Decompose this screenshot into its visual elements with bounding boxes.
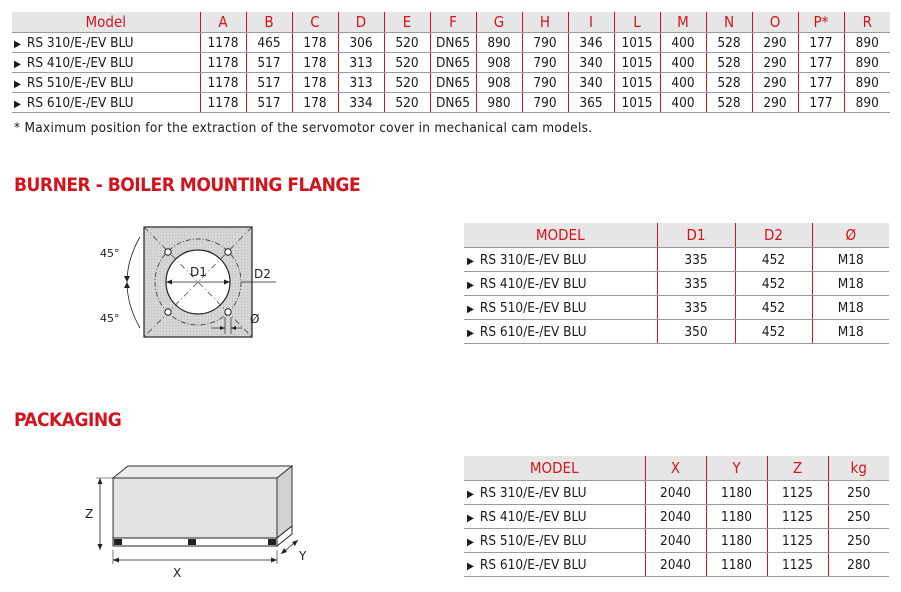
table-row	[12, 73, 890, 93]
bolt-diameter-label: Ø	[250, 312, 260, 326]
value-cell: 517	[246, 53, 292, 73]
row-marker-icon: ▶	[467, 327, 474, 339]
value-cell: 340	[568, 53, 614, 73]
value-cell: 250	[828, 529, 889, 553]
table-row	[12, 93, 890, 113]
value-cell: 334	[338, 93, 384, 113]
model-name: RS 510/E-/EV BLU	[479, 532, 587, 549]
header-r: R	[844, 12, 890, 33]
value-cell: 290	[752, 73, 798, 93]
d2-label: D2	[254, 267, 271, 281]
value-cell: 528	[706, 93, 752, 113]
angle-bottom-label: 45°	[100, 312, 120, 325]
value-cell: 335	[657, 272, 735, 296]
header-g: G	[476, 12, 522, 33]
value-cell: M18	[812, 320, 889, 344]
value-cell: 890	[844, 33, 890, 53]
table-row	[464, 481, 889, 505]
value-cell: DN65	[430, 53, 476, 73]
value-cell: 890	[844, 93, 890, 113]
model-cell	[12, 73, 200, 93]
value-cell: 177	[798, 33, 844, 53]
value-cell: 400	[660, 73, 706, 93]
model-cell	[12, 53, 200, 73]
value-cell: 520	[384, 53, 430, 73]
value-cell: 250	[828, 505, 889, 529]
dimensions-table	[12, 12, 890, 113]
model-cell	[464, 320, 657, 344]
header-p: P*	[798, 12, 844, 33]
header-c: C	[292, 12, 338, 33]
model-name: RS 410/E-/EV BLU	[26, 54, 134, 71]
packaging-header-row	[464, 456, 889, 481]
value-cell: 400	[660, 93, 706, 113]
header-i: I	[568, 12, 614, 33]
value-cell: 1015	[614, 53, 660, 73]
value-cell: 250	[828, 481, 889, 505]
model-cell	[464, 481, 645, 505]
value-cell: 1178	[200, 73, 246, 93]
table-row	[464, 320, 889, 344]
value-cell: 177	[798, 73, 844, 93]
value-cell: 1125	[767, 553, 828, 577]
table-row	[12, 53, 890, 73]
row-marker-icon: ▶	[14, 98, 21, 110]
value-cell: 452	[735, 248, 812, 272]
value-cell: 1125	[767, 481, 828, 505]
table-row	[464, 553, 889, 577]
row-marker-icon: ▶	[467, 279, 474, 291]
value-cell: 365	[568, 93, 614, 113]
packaging-table	[464, 456, 889, 577]
model-name: RS 510/E-/EV BLU	[26, 74, 134, 91]
value-cell: DN65	[430, 73, 476, 93]
flange-header-bolt: Ø	[812, 223, 889, 248]
header-f: F	[430, 12, 476, 33]
value-cell: 1178	[200, 33, 246, 53]
value-cell: 2040	[645, 553, 706, 577]
value-cell: 528	[706, 73, 752, 93]
header-d: D	[338, 12, 384, 33]
bolt-hole-br	[225, 309, 231, 315]
model-name: RS 410/E-/EV BLU	[479, 275, 587, 292]
value-cell: 335	[657, 248, 735, 272]
value-cell: 528	[706, 53, 752, 73]
model-name: RS 310/E-/EV BLU	[26, 34, 134, 51]
y-label: Y	[299, 549, 307, 563]
row-marker-icon: ▶	[14, 58, 21, 70]
value-cell: 313	[338, 73, 384, 93]
header-b: B	[246, 12, 292, 33]
header-m: M	[660, 12, 706, 33]
angle-top-label: 45°	[100, 247, 120, 260]
value-cell: 790	[522, 93, 568, 113]
model-name: RS 410/E-/EV BLU	[479, 508, 587, 525]
value-cell: 313	[338, 53, 384, 73]
packaging-body	[464, 481, 889, 577]
table-row	[464, 529, 889, 553]
value-cell: 908	[476, 53, 522, 73]
z-label: Z	[85, 507, 94, 521]
value-cell: 400	[660, 33, 706, 53]
bolt-hole-tr	[225, 249, 231, 255]
value-cell: 1180	[706, 553, 767, 577]
value-cell: 452	[735, 320, 812, 344]
flange-header-d1: D1	[657, 223, 735, 248]
package-top	[113, 466, 292, 478]
table-row	[464, 272, 889, 296]
header-n: N	[706, 12, 752, 33]
model-cell	[464, 296, 657, 320]
value-cell: 980	[476, 93, 522, 113]
value-cell: 346	[568, 33, 614, 53]
model-name: RS 610/E-/EV BLU	[479, 556, 587, 573]
value-cell: 520	[384, 33, 430, 53]
value-cell: 517	[246, 73, 292, 93]
value-cell: M18	[812, 296, 889, 320]
table-row	[464, 248, 889, 272]
table-row	[12, 33, 890, 53]
value-cell: 1015	[614, 33, 660, 53]
flange-body	[464, 248, 889, 344]
x-label: X	[173, 566, 182, 580]
model-cell	[12, 93, 200, 113]
flange-section-title: BURNER - BOILER MOUNTING FLANGE	[14, 174, 361, 196]
value-cell: 335	[657, 296, 735, 320]
row-marker-icon: ▶	[467, 536, 474, 548]
value-cell: 2040	[645, 529, 706, 553]
packaging-header-y: Y	[706, 456, 767, 481]
model-cell	[12, 33, 200, 53]
value-cell: 520	[384, 93, 430, 113]
value-cell: 177	[798, 53, 844, 73]
value-cell: 908	[476, 73, 522, 93]
value-cell: 1015	[614, 93, 660, 113]
value-cell: 290	[752, 53, 798, 73]
value-cell: 1180	[706, 505, 767, 529]
value-cell: M18	[812, 248, 889, 272]
value-cell: 890	[844, 53, 890, 73]
model-name: RS 510/E-/EV BLU	[479, 299, 587, 316]
value-cell: 178	[292, 53, 338, 73]
value-cell: 1125	[767, 529, 828, 553]
header-l: L	[614, 12, 660, 33]
value-cell: 1125	[767, 505, 828, 529]
value-cell: 178	[292, 73, 338, 93]
value-cell: 178	[292, 93, 338, 113]
flange-header-d2: D2	[735, 223, 812, 248]
header-model: Model	[12, 12, 200, 33]
table-row	[464, 296, 889, 320]
packaging-header-kg: kg	[828, 456, 889, 481]
header-a: A	[200, 12, 246, 33]
value-cell: 280	[828, 553, 889, 577]
d1-label: D1	[190, 265, 207, 279]
row-marker-icon: ▶	[467, 488, 474, 500]
model-name: RS 310/E-/EV BLU	[479, 484, 587, 501]
model-cell	[464, 553, 645, 577]
value-cell: 400	[660, 53, 706, 73]
value-cell: 306	[338, 33, 384, 53]
header-o: O	[752, 12, 798, 33]
value-cell: 340	[568, 73, 614, 93]
bolt-hole-bl	[165, 309, 171, 315]
packaging-diagram	[80, 458, 320, 582]
value-cell: 350	[657, 320, 735, 344]
value-cell: 290	[752, 33, 798, 53]
value-cell: 452	[735, 272, 812, 296]
footnote: * Maximum position for the extraction of the servomotor cover in mechanical cam models.	[14, 120, 593, 136]
row-marker-icon: ▶	[467, 255, 474, 267]
value-cell: 890	[476, 33, 522, 53]
row-marker-icon: ▶	[467, 560, 474, 572]
value-cell: 790	[522, 33, 568, 53]
row-marker-icon: ▶	[467, 303, 474, 315]
value-cell: 2040	[645, 505, 706, 529]
packaging-section-title: PACKAGING	[14, 409, 122, 431]
dimensions-header-row	[12, 12, 890, 33]
value-cell: 1180	[706, 481, 767, 505]
header-h: H	[522, 12, 568, 33]
value-cell: DN65	[430, 93, 476, 113]
model-name: RS 610/E-/EV BLU	[26, 94, 134, 111]
value-cell: 517	[246, 93, 292, 113]
packaging-header-x: X	[645, 456, 706, 481]
flange-header-model: MODEL	[464, 223, 657, 248]
header-e: E	[384, 12, 430, 33]
value-cell: 890	[844, 73, 890, 93]
row-marker-icon: ▶	[14, 78, 21, 90]
model-name: RS 610/E-/EV BLU	[479, 323, 587, 340]
value-cell: 178	[292, 33, 338, 53]
value-cell: 290	[752, 93, 798, 113]
model-cell	[464, 529, 645, 553]
model-name: RS 310/E-/EV BLU	[479, 251, 587, 268]
row-marker-icon: ▶	[14, 38, 21, 50]
value-cell: 452	[735, 296, 812, 320]
value-cell: 1015	[614, 73, 660, 93]
dimensions-body	[12, 33, 890, 113]
value-cell: 528	[706, 33, 752, 53]
value-cell: 790	[522, 73, 568, 93]
packaging-header-z: Z	[767, 456, 828, 481]
package-front	[113, 478, 277, 538]
value-cell: 1180	[706, 529, 767, 553]
model-cell	[464, 505, 645, 529]
table-row	[464, 505, 889, 529]
value-cell: 1178	[200, 53, 246, 73]
model-cell	[464, 248, 657, 272]
value-cell: 790	[522, 53, 568, 73]
value-cell: DN65	[430, 33, 476, 53]
value-cell: 1178	[200, 93, 246, 113]
value-cell: 177	[798, 93, 844, 113]
flange-diagram	[90, 222, 300, 346]
value-cell: M18	[812, 272, 889, 296]
row-marker-icon: ▶	[467, 512, 474, 524]
bolt-hole-tl	[165, 249, 171, 255]
model-cell	[464, 272, 657, 296]
flange-table	[464, 223, 889, 344]
flange-header-row	[464, 223, 889, 248]
packaging-header-model: MODEL	[464, 456, 645, 481]
value-cell: 2040	[645, 481, 706, 505]
value-cell: 520	[384, 73, 430, 93]
value-cell: 465	[246, 33, 292, 53]
